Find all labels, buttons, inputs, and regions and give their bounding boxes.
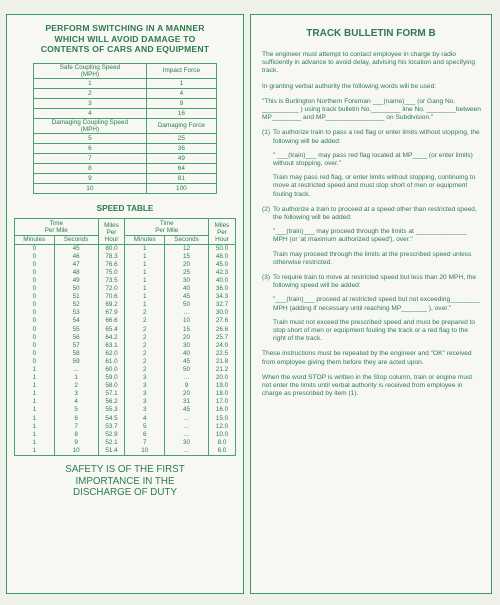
speed-row [15,285,236,293]
speed-cell: 9 [54,439,98,447]
speed-row [15,398,236,406]
safe-speed-row-cell: 2 [34,88,147,98]
speed-cell: 36.0 [208,285,235,293]
speed-row [15,350,236,358]
left-panel [6,14,244,594]
speed-cell: 17.0 [208,398,235,406]
speed-cell: 1 [125,285,165,293]
speed-cell: 3 [125,390,165,398]
speed-cell: 15 [165,253,209,261]
speed-row [15,334,236,342]
speed-cell: 67.9 [98,309,125,317]
speed-cell: 45.0 [208,261,235,269]
speed-cell: 3 [125,374,165,382]
speed-cell: 0 [15,301,55,309]
speed-cell: 21.8 [208,358,235,366]
speed-cell: 59 [54,358,98,366]
safe-speed-row-cell: 4 [34,108,147,118]
speed-cell: 3 [54,390,98,398]
bulletin-text [251,51,491,399]
speed-row [15,269,236,277]
miles-per-hour-header-2: Miles Per Hour [208,218,235,244]
verbal-authority-paragraph: In granting verbal authority the following words will be used: [262,82,437,90]
damaging-speed-row-cell: 10 [34,183,147,193]
speed-row [15,326,236,334]
speed-cell: 1 [125,261,165,269]
seconds-header-2: Seconds [165,235,209,244]
speed-cell: 1 [15,382,55,390]
speed-cell: 2 [125,358,165,366]
speed-cell: 55.3 [98,406,125,414]
speed-cell: 15 [165,326,209,334]
safe-speed-row [34,88,217,98]
speed-cell: 1 [15,366,55,374]
speed-cell: 15.0 [208,415,235,423]
speed-row [15,431,236,439]
item-1-text: To authorize train to pass a red flag or enter limits without stopping, the following will be added: [273,129,480,145]
intro-paragraph: The engineer must attempt to contact employee in charge by radio sufficiently in advance to avoid delay, advising his location and specifying track. [262,51,476,75]
speed-row [15,423,236,431]
damaging-speed-row [34,143,217,153]
speed-cell: 4 [54,398,98,406]
safe-speed-row [34,78,217,88]
speed-row [15,374,236,382]
speed-cell: 27.6 [208,317,235,325]
damaging-speed-row-cell: 36 [146,143,216,153]
speed-cell: 0 [15,269,55,277]
speed-cell: 25.7 [208,334,235,342]
minutes-header-1: Minutes [15,235,55,244]
speed-row [15,342,236,350]
damaging-speed-row-cell: 81 [146,173,216,183]
speed-row [15,382,236,390]
speed-row [15,253,236,261]
speed-cell: 2 [125,317,165,325]
speed-cell: 0 [15,326,55,334]
speed-row [15,390,236,398]
speed-cell: 0 [15,350,55,358]
speed-cell: 30 [165,439,209,447]
speed-cell: 24.0 [208,342,235,350]
speed-row [15,277,236,285]
speed-cell: 1 [15,439,55,447]
safe-speed-row-cell: 4 [146,88,216,98]
speed-cell: 6 [54,415,98,423]
speed-cell: 2 [125,309,165,317]
speed-cell: ... [165,431,209,439]
impact-force-header: Impact Force [146,63,216,78]
speed-cell: 0 [15,309,55,317]
speed-table [14,218,236,457]
speed-cell: 45 [165,293,209,301]
speed-cell: 1 [15,390,55,398]
speed-cell: 0 [15,334,55,342]
speed-cell: 73.5 [98,277,125,285]
item-2 [262,206,481,267]
speed-cell: 63.1 [98,342,125,350]
speed-row [15,447,236,456]
repeat-instructions-paragraph: These instructions must be repeated by the engineer and "OK" received from employee giving them before they are acted upon. [262,350,472,366]
damaging-speed-row-cell: 8 [34,163,147,173]
speed-cell: 72.0 [98,285,125,293]
speed-cell: 0 [15,342,55,350]
speed-cell: 53 [54,309,98,317]
speed-cell: 1 [15,398,55,406]
item-3-number: (3) [262,274,271,282]
item-1-note: Train may pass red flag, or enter limits without stopping, continuing to move at restricted speed and must stop short of men or equipment fouling track. [273,174,476,198]
speed-cell: 40.0 [208,277,235,285]
speed-cell: 45 [54,244,98,253]
speed-cell: 5 [54,406,98,414]
speed-cell: 8 [54,431,98,439]
speed-cell: 10 [125,447,165,456]
safety-slogan: SAFETY IS OF THE FIRST IMPORTANCE IN THE DISCHARGE OF DUTY [65,464,185,499]
speed-cell: 20 [165,390,209,398]
authority-quote-paragraph: "This is Burlington Northern Foreman ___(name)___ (or Gang No. __________ ) using track bulletin No.________ line No. ________between MP________ and MP________________ on Subdivision." [262,97,481,122]
speed-row [15,366,236,374]
speed-cell: 61.0 [98,358,125,366]
coupling-force-table [33,63,217,194]
damaging-speed-row-cell: 5 [34,133,147,143]
item-2-quote: "___(train)___ may proceed through the limits at ______________ MPH (or 'at maximum authorized speed'), over." [273,228,468,244]
speed-cell: 1 [125,253,165,261]
damaging-speed-row [34,173,217,183]
speed-cell: 9 [165,382,209,390]
speed-cell: 25 [165,269,209,277]
speed-cell: 3 [125,406,165,414]
speed-cell: 0 [15,261,55,269]
speed-cell: 19.0 [208,382,235,390]
speed-cell: 45 [165,406,209,414]
speed-cell: 65.4 [98,326,125,334]
switching-header: PERFORM SWITCHING IN A MANNER WHICH WILL AVOID DAMAGE TO CONTENTS OF CARS AND EQUIPMENT [40,23,210,54]
item-3-quote: "___(train)___ proceed at restricted speed but not exceeding________ MPH (adding if necessary until reaching MP_______ ), over." [273,296,480,312]
speed-cell: 1 [125,277,165,285]
speed-cell: 53.7 [98,423,125,431]
speed-cell: 56.2 [98,398,125,406]
speed-cell: 76.6 [98,261,125,269]
time-per-mile-header-1: Time Per Mile [15,218,99,235]
item-1 [262,129,481,198]
speed-cell: 1 [125,244,165,253]
item-3-text: To require train to move at restricted speed but less than 20 MPH, the following speed will be added: [273,274,477,290]
speed-cell: 30 [165,342,209,350]
speed-cell: 6 [125,431,165,439]
speed-cell: ... [165,309,209,317]
speed-cell: 2 [125,342,165,350]
speed-cell: 32.7 [208,301,235,309]
speed-cell: 78.3 [98,253,125,261]
speed-cell: 59.0 [98,374,125,382]
speed-cell: 10 [165,317,209,325]
speed-cell: 10 [54,447,98,456]
speed-cell: 4 [125,415,165,423]
speed-cell: 56 [54,334,98,342]
item-3-note: Train must not exceed the prescribed speed and must be prepared to stop short of men or equipment fouling the track or a red flag to the right of the track. [273,318,476,343]
item-2-text: To authorize a train to proceed at a speed other than restricted speed, the following will be added: [273,205,477,222]
safe-speed-row-cell: 1 [146,78,216,88]
damaging-speed-row [34,163,217,173]
damaging-speed-row [34,133,217,143]
speed-cell: 5 [125,423,165,431]
speed-cell: 6.0 [208,447,235,456]
speed-row [15,301,236,309]
speed-cell: 50 [165,366,209,374]
speed-row [15,293,236,301]
speed-cell: 66.6 [98,317,125,325]
speed-cell: 51 [54,293,98,301]
speed-cell: ... [165,415,209,423]
damaging-speed-row-cell: 7 [34,153,147,163]
speed-cell: 48.0 [208,253,235,261]
speed-cell: 1 [15,374,55,382]
speed-cell: 8.0 [208,439,235,447]
speed-cell: 45 [165,358,209,366]
speed-cell: 69.2 [98,301,125,309]
safe-speed-row-cell: 16 [146,108,216,118]
speed-cell: 20.0 [208,374,235,382]
item-2-number: (2) [262,205,271,213]
speed-cell: 31 [165,398,209,406]
speed-cell: 57 [54,342,98,350]
damaging-speed-row-cell: 64 [146,163,216,173]
seconds-header-1: Seconds [54,235,98,244]
speed-cell: ... [165,374,209,382]
minutes-header-2: Minutes [125,235,165,244]
speed-row [15,244,236,253]
speed-cell: 7 [54,423,98,431]
safe-speed-row-cell: 9 [146,98,216,108]
item-1-number: (1) [262,129,271,137]
speed-cell: 40 [165,350,209,358]
speed-cell: 52.9 [98,431,125,439]
damaging-speed-row-cell: 100 [146,183,216,193]
speed-cell: 0 [15,358,55,366]
speed-cell: 20 [165,334,209,342]
damaging-speed-row-cell: 25 [146,133,216,143]
speed-cell: 0 [15,293,55,301]
speed-cell: 60.0 [98,366,125,374]
speed-row [15,358,236,366]
speed-cell: 3 [125,382,165,390]
speed-cell: 0 [15,244,55,253]
speed-cell: 49 [54,277,98,285]
stop-column-paragraph: When the word STOP is written in the Stop column, train or engine must not enter the limits until verbal authority is received from employee in charge as prescribed by item (1). [262,373,473,398]
speed-cell: 50.0 [208,244,235,253]
speed-cell: 2 [125,366,165,374]
speed-row [15,439,236,447]
speed-cell: 42.3 [208,269,235,277]
speed-cell: 2 [125,334,165,342]
speed-cell: 1 [15,415,55,423]
safe-speed-row [34,98,217,108]
safe-speed-header: Safe Coupling Speed (MPH) [34,63,147,78]
speed-cell: 12.0 [208,423,235,431]
speed-cell: 80.0 [98,244,125,253]
damaging-speed-row-cell: 9 [34,173,147,183]
speed-cell: 70.6 [98,293,125,301]
speed-cell: 1 [15,447,55,456]
speed-cell: ... [54,366,98,374]
speed-cell: 54 [54,317,98,325]
miles-per-hour-header-1: Miles Per Hour [98,218,125,244]
speed-row [15,415,236,423]
speed-cell: 50 [54,285,98,293]
speed-cell: 18.0 [208,390,235,398]
time-per-mile-header-2: Time Per Mile [125,218,209,235]
damaging-header-row [34,118,217,133]
speed-row [15,406,236,414]
speed-cell: 12 [165,244,209,253]
speed-cell: 40 [165,285,209,293]
speed-cell: 7 [125,439,165,447]
item-2-note: Train may proceed through the limits at the prescribed speed unless otherwise restricted. [273,250,472,266]
speed-cell: 62.0 [98,350,125,358]
speed-cell: 30 [165,277,209,285]
speed-cell: 64.2 [98,334,125,342]
safe-speed-row-cell: 1 [34,78,147,88]
speed-cell: 16.0 [208,406,235,414]
speed-cell: 3 [125,398,165,406]
damaging-speed-row [34,153,217,163]
speed-cell: 52.1 [98,439,125,447]
speed-cell: 1 [15,431,55,439]
speed-cell: 2 [54,382,98,390]
damaging-speed-row [34,183,217,193]
speed-cell: 34.3 [208,293,235,301]
speed-cell: 22.5 [208,350,235,358]
speed-cell: 48 [54,269,98,277]
speed-cell: 1 [125,293,165,301]
speed-cell: 58.0 [98,382,125,390]
speed-cell: 30.0 [208,309,235,317]
speed-cell: 0 [15,277,55,285]
damaging-force-header: Damaging Force [146,118,216,133]
speed-cell: 0 [15,317,55,325]
safe-speed-row [34,108,217,118]
speed-cell: 10.0 [208,431,235,439]
speed-cell: 20 [165,261,209,269]
speed-cell: 21.2 [208,366,235,374]
speed-row [15,309,236,317]
damaging-speed-row-cell: 6 [34,143,147,153]
speed-cell: 2 [125,326,165,334]
speed-cell: 46 [54,253,98,261]
speed-cell: 54.5 [98,415,125,423]
speed-cell: 26.6 [208,326,235,334]
damaging-speed-row-cell: 49 [146,153,216,163]
speed-cell: 1 [15,423,55,431]
speed-table-title: SPEED TABLE [96,203,154,213]
speed-cell: 2 [125,350,165,358]
speed-cell: 1 [125,269,165,277]
speed-cell: 57.1 [98,390,125,398]
speed-cell: 52 [54,301,98,309]
speed-cell: 1 [15,406,55,414]
speed-cell: 47 [54,261,98,269]
speed-cell: 75.0 [98,269,125,277]
speed-row [15,317,236,325]
speed-cell: 50 [165,301,209,309]
speed-cell: 1 [125,301,165,309]
speed-cell: 51.4 [98,447,125,456]
speed-cell: ... [165,423,209,431]
item-1-quote: " ___(train)___ may pass red flag located at MP____ (or enter limits) without stopping, over." [273,151,473,168]
speed-cell: 58 [54,350,98,358]
speed-row [15,261,236,269]
speed-cell: 0 [15,253,55,261]
speed-cell: ... [165,447,209,456]
damaging-speed-header: Damaging Coupling Speed (MPH) [34,118,147,133]
item-3 [262,274,481,343]
safe-speed-row-cell: 3 [34,98,147,108]
track-bulletin-title: TRACK BULLETIN FORM B [306,28,436,39]
speed-cell: 0 [15,285,55,293]
right-panel [250,14,492,594]
speed-cell: 1 [54,374,98,382]
speed-cell: 55 [54,326,98,334]
